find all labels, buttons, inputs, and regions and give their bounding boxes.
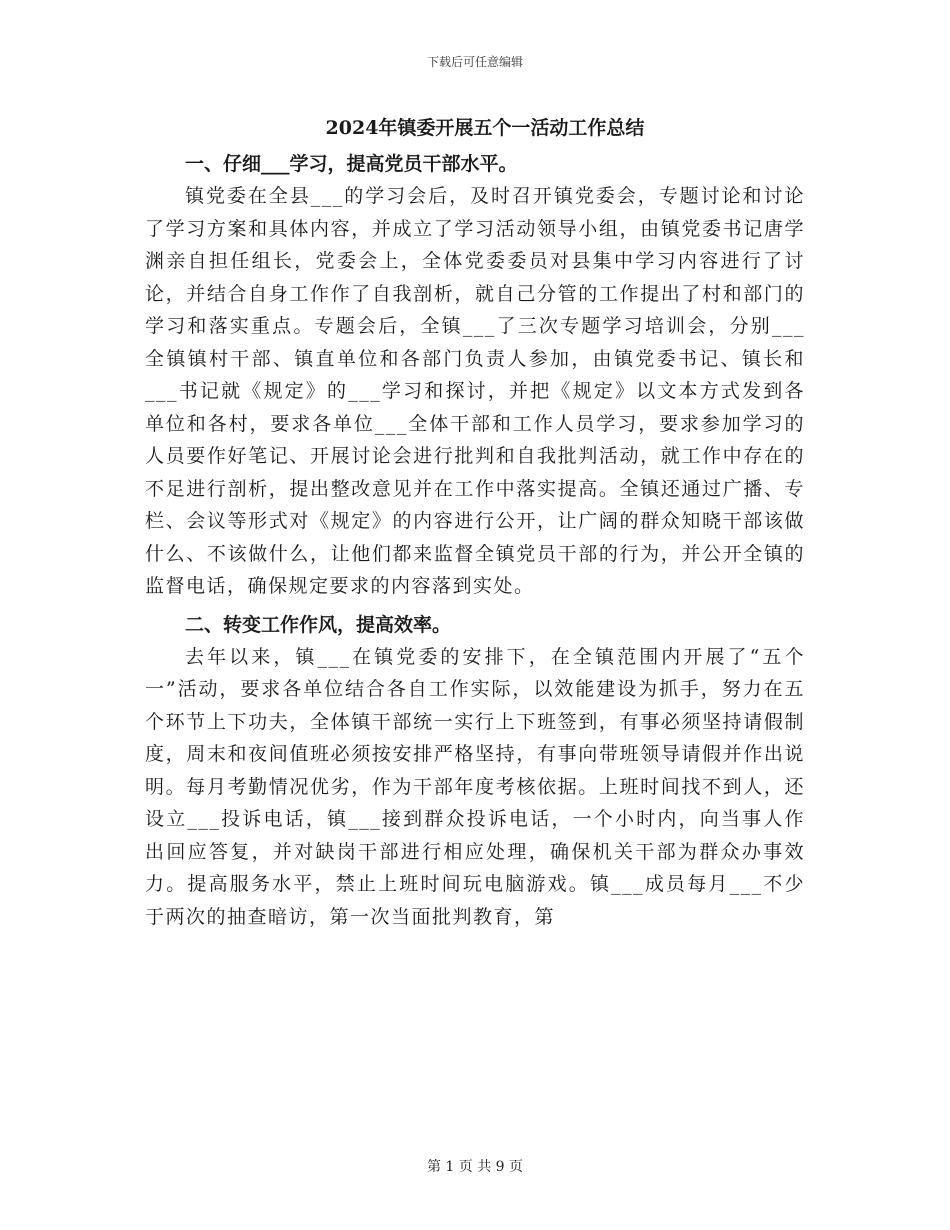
section-1-paragraph: 镇党委在全县___的学习会后，及时召开镇党委会，专题讨论和讨论了学习方案和具体内容，并成立了学习活动领导小组，由镇党委书记唐学渊亲自担任组长，党委会上，全体党委委员对县集中学习内容进行了讨论，并结合自身工作作了自我剖析，就自己分管的工作提出了村和部门的学习和落实重点。专题会后，全镇___了三次专题学习培训会，分别___全镇镇村干部、镇直单位和各部门负责人参加，由镇党委书记、镇长和___书记就《规定》的___学习和探讨，并把《规定》以文本方式发到各单位和各村，要求各单位___全体干部和工作人员学习，要求参加学习的人员要作好笔记、开展讨论会进行批判和自我批判活动，就工作中存在的不足进行剖析，提出整改意见并在工作中落实提高。全镇还通过广播、专栏、会议等形式对《规定》的内容进行公开，让广阔的群众知晓干部该做什么、不该做什么，让他们都来监督全镇党员干部的行为，并公开全镇的监督电话，确保规定要求的内容落到实处。 [145,185,805,597]
section-2-heading: 二、转变工作作风，提高效率。 [185,613,452,636]
document-title: 2024年镇委开展五个一活动工作总结 [325,117,645,139]
document-body [145,112,805,937]
section-2-paragraph: 去年以来，镇___在镇党委的安排下，在全镇范围内开展了“五个一”活动，要求各单位结合各自工作实际，以效能建设为抓手，努力在五个环节上下功夫，全体镇干部统一实行上下班签到，有事必须坚持请假制度，周末和夜间值班必须按安排严格坚持，有事向带班领导请假并作出说明。每月考勤情况优劣，作为干部年度考核依据。上班时间找不到人，还设立___投诉电话，镇___接到群众投诉电话，一个小时内，向当事人作出回应答复，并对缺岗干部进行相应处理，确保机关干部为群众办事效力。提高服务水平，禁止上班时间玩电脑游戏。镇___成员每月___不少于两次的抽查暗访，第一次当面批判教育，第 [145,645,805,928]
section-1-heading: 一、仔细___学习，提高党员干部水平。 [185,153,518,175]
header-note: 下载后可任意编辑 [426,55,523,69]
page-footer: 第 1 页 共 9 页 [426,1159,524,1175]
